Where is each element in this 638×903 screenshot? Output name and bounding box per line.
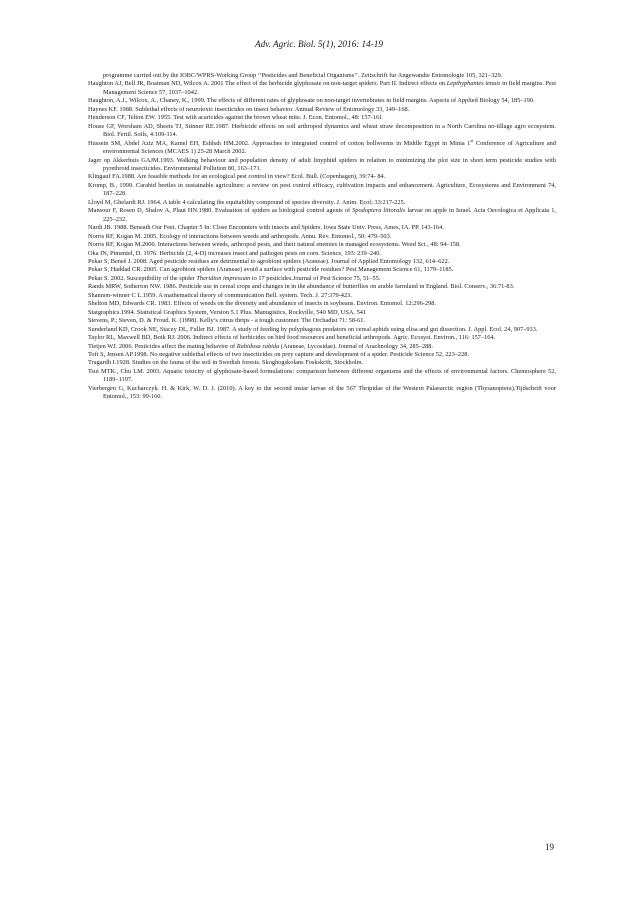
reference-text: Pekar S. 2002. Susceptibility of the spider bbox=[88, 274, 197, 282]
reference-text: Toft S, Jensen AP.1998. No negative sublethal effects of two insecticides on prey capture and development of a spider. Pesticide Science 52, 223–228. bbox=[88, 350, 470, 358]
reference-entry bbox=[88, 292, 556, 300]
reference-entry bbox=[88, 317, 556, 325]
reference-text: Sunderland KD, Crook NE, Stacey DL, Fuller BJ. 1987. A study of feeding by polyphagous predators on cereal aphids using elisa and gut dissection. J. Appl. Ecol. 24, 907–933. bbox=[88, 325, 538, 333]
reference-text: Haynes KF. 1988. Sublethal effects of neurotoxic insecticides on insect behavior. Annual Review of Entomology 33, 149–168. bbox=[88, 105, 410, 113]
species-name: Lepthyphantes tenuis bbox=[446, 80, 501, 88]
reference-entry bbox=[88, 207, 556, 224]
reference-entry bbox=[88, 368, 556, 385]
reference-entry bbox=[88, 114, 556, 122]
reference-entry bbox=[88, 275, 556, 283]
reference-text: Klingauf FA.1988. Are feasible methods for an ecological pest control in view? Ecol. Bull. (Copenhagen), 39:74- 84. bbox=[88, 173, 386, 181]
running-header: Adv. Agric. Biol. 5(1), 2016: 14-19 bbox=[254, 39, 383, 49]
reference-text: House GF, Worsham AD, Sheets TJ, Stinner RE.1987. Herbicide effects on soil arthropod dynamics and wheat straw decomposition in a North Carolina no-tillage agro ecosystem. Biol. Fertil. Soils, 4:109-114. bbox=[88, 122, 556, 139]
reference-text: Pekar S, Haddad CR. 2005. Can agrobiont spiders (Araneae) avoid a surface with pesticide residues? Pest Management Science 61, 1179–1185. bbox=[88, 266, 454, 274]
reference-entry bbox=[88, 97, 556, 105]
reference-text: Statgraphics.1994. Statistical Graphics System, Version 5.1 Plus. Manugistics, Rockville, 540 MD, USA. 541 bbox=[88, 308, 367, 316]
reference-text: in field margins. Pest Management Science 57, 1037–1042. bbox=[103, 80, 557, 96]
reference-entry bbox=[88, 250, 556, 258]
reference-entry bbox=[88, 157, 556, 174]
reference-text: programme carried out by the IOBC/WPRS-Working Group ‘‘Pesticides and Beneficial Organisms’’. Zeitschrift fur Angewandte Entomologie 105, 321–329. bbox=[103, 72, 503, 79]
reference-text: Pekar S, Beneš J. 2008. Aged pesticide residues are detrimental to agrobiont spiders (Araneae). Journal of Applied Entomology 132, 614–622. bbox=[88, 257, 450, 265]
reference-text: Tragardh I.1928. Studies on the fauna of the soil in Swedish forests. Skoghogskolans Foskskrift, Stockholm. bbox=[88, 359, 364, 367]
reference-text: Stevens, P.; Steven, D. & Froud. K. (1998). Kelly’s citrus thrips - a tough customer. The Orchadist 71: 58-61. bbox=[88, 317, 366, 325]
reference-entry bbox=[88, 351, 556, 359]
reference-entry bbox=[88, 224, 556, 232]
reference-text: Rands MRW, Sotherton NW. 1986. Pesticide use in cereal crops and changes in in the abundance of butterflies on arable farmland in England. Biol. Conserv., 36:71-83. bbox=[88, 283, 515, 291]
reference-entry bbox=[88, 241, 556, 249]
species-name: Spodoptera littoralis bbox=[352, 207, 406, 215]
reference-text: to 17 pesticides.Journal of Pest Science 75, 51–55. bbox=[250, 274, 381, 282]
reference-entry bbox=[88, 106, 556, 114]
reference-entry bbox=[88, 309, 556, 317]
reference-text: Hussein SM, Abdel Aziz MA, Kamel EH, Eshbah HM.2002. Approaches to integrated control of cotton bollworms in Middle Egypt in Minia 1 bbox=[88, 139, 471, 147]
reference-entry bbox=[88, 199, 556, 207]
reference-entry bbox=[88, 326, 556, 334]
reference-text: Norris RF, Kogan M.2000. Interactions between weeds, arthropod pests, and their natural enemies in managed ecosystems. Weed Sci., 48: 94–158. bbox=[88, 241, 461, 249]
reference-text: Nardi JB. 1988. Beneath Our Feet. Chapter 5 In: Close Encounters with insects and Spiders. Iowa State Univ. Press, Ames, IA. PP. 143-164. bbox=[88, 224, 444, 232]
reference-text: Haughton AJ, Bell JR, Boatman ND, Wilcox A. 2001 The effect of the herbicide glyphosate on non-target spiders. Part II. Indirect effects on bbox=[88, 80, 447, 88]
reference-text: Tsui MTK., Chu LM. 2003. Aquatic toxicity of glyphosate-based formulations: comparison between different organisms and the effects of environmental factors. Chemosphere 52, 1189–1197. bbox=[88, 367, 556, 384]
reference-entry bbox=[88, 385, 556, 402]
species-name: Rabidosa rabida bbox=[236, 342, 280, 350]
reference-text: Shelton MD, Edwards CR. 1983. Effects of weeds on the diversity and abundance of insects in soybeans. Environ. Entomol. 12:296-298. bbox=[88, 300, 437, 308]
reference-entry bbox=[88, 137, 556, 157]
reference-text: Mansour F, Rosen D, Shalov A, Plaut HN.1980. Evaluation of spiders as biological control agents of bbox=[88, 207, 353, 215]
reference-entry bbox=[88, 334, 556, 342]
reference-text: Tietjen WJ. 2006. Pesticides affect the mating behavior of bbox=[88, 342, 237, 350]
reference-entry bbox=[88, 266, 556, 274]
reference-text: Henderson CF, Telton EW. 1955. Test with acaricides against the brown wheat mite. J. Econ. Entomol., 48: 157-161 bbox=[88, 114, 383, 122]
reference-entry bbox=[88, 258, 556, 266]
reference-text: Conference of Agriculture and environmental Sciences (MCAES 1) 25-28 March 2002. bbox=[103, 139, 556, 156]
reference-entry bbox=[88, 359, 556, 367]
reference-entry bbox=[88, 182, 556, 199]
reference-entry bbox=[88, 72, 556, 80]
reference-entry bbox=[88, 233, 556, 241]
reference-text: Vierbergen G, Kucharczyk. H. & Kirk, W. D. J. (2010). A key to the second instar larvae of the 567 Thripidae of the Western Palaearctic region (Thysanoptera).Tijdschrift voor Entomol., 153: 99-160. bbox=[88, 384, 556, 401]
reference-text: Oka IN, Pimentel, D. 1976. Herbicide (2, 4-D) increases insect and pathogen pests on corn. Science, 193: 239–240. bbox=[88, 249, 381, 257]
reference-entry bbox=[88, 283, 556, 291]
reference-entry bbox=[88, 123, 556, 140]
reference-entry bbox=[88, 343, 556, 351]
page-number: 19 bbox=[545, 842, 554, 852]
reference-text: Norris RF, Kogan M. 2005. Ecology of interactions between weeds and arthropods. Annu. Rev. Entomol., 50: 479–503. bbox=[88, 232, 392, 240]
ordinal-suffix: st bbox=[470, 137, 474, 143]
reference-text: Jager op Akkerhuis GAJM.1993. Walking behaviour and population density of adult linyphiid spiders in relation to minimizing the plot size in short term pesticide studies with pyrethroid insecticides. Environmental Pollution 80, 163–171. bbox=[88, 156, 556, 172]
species-name: Theridion impressum bbox=[196, 274, 251, 282]
reference-entry bbox=[88, 300, 556, 308]
reference-text: Taylor RL, Maxwell BD, Boik RJ. 2006. Indirect effects of herbicides on bird food resources and beneficial arthropods. Agric. Ecosyst. Environ., 116: 157–164. bbox=[88, 334, 496, 342]
reference-entry bbox=[88, 173, 556, 181]
reference-text: Haughton, A.J., Wilcox, A., Chaney, K., 1999. The effects of different rates of glyphosate on non-target invertebrates in field margins. Aspects of Applied Biology 54, 185–190. bbox=[88, 97, 535, 105]
reference-text: (Araneae, Lycosidae). Journal of Arachnology 34, 285–288. bbox=[279, 342, 434, 350]
reference-entry bbox=[88, 80, 556, 97]
reference-list bbox=[88, 72, 556, 402]
reference-text: larvae on apple in Israel. Acta Oecologica et Applicata 1, 225–232. bbox=[103, 207, 556, 223]
reference-text: Lloyd M, Ghelardi RJ. 1964. A table 4 calculating the equitability compound of species diversity. J. Anim. Ecol; 33:217-225. bbox=[88, 198, 406, 206]
reference-text: Kromp, B., 1999. Carabid beetles in sustainable agriculture: a review on pest control efficacy, cultivation impacts and enhancement. Agriculture, Ecosystems and Environment 74, 187–228. bbox=[88, 181, 556, 198]
reference-text: Shannon-winner C L.1959. A mathematical theory of communication Bell. system. Tech. J. 27:379-423. bbox=[88, 291, 352, 299]
